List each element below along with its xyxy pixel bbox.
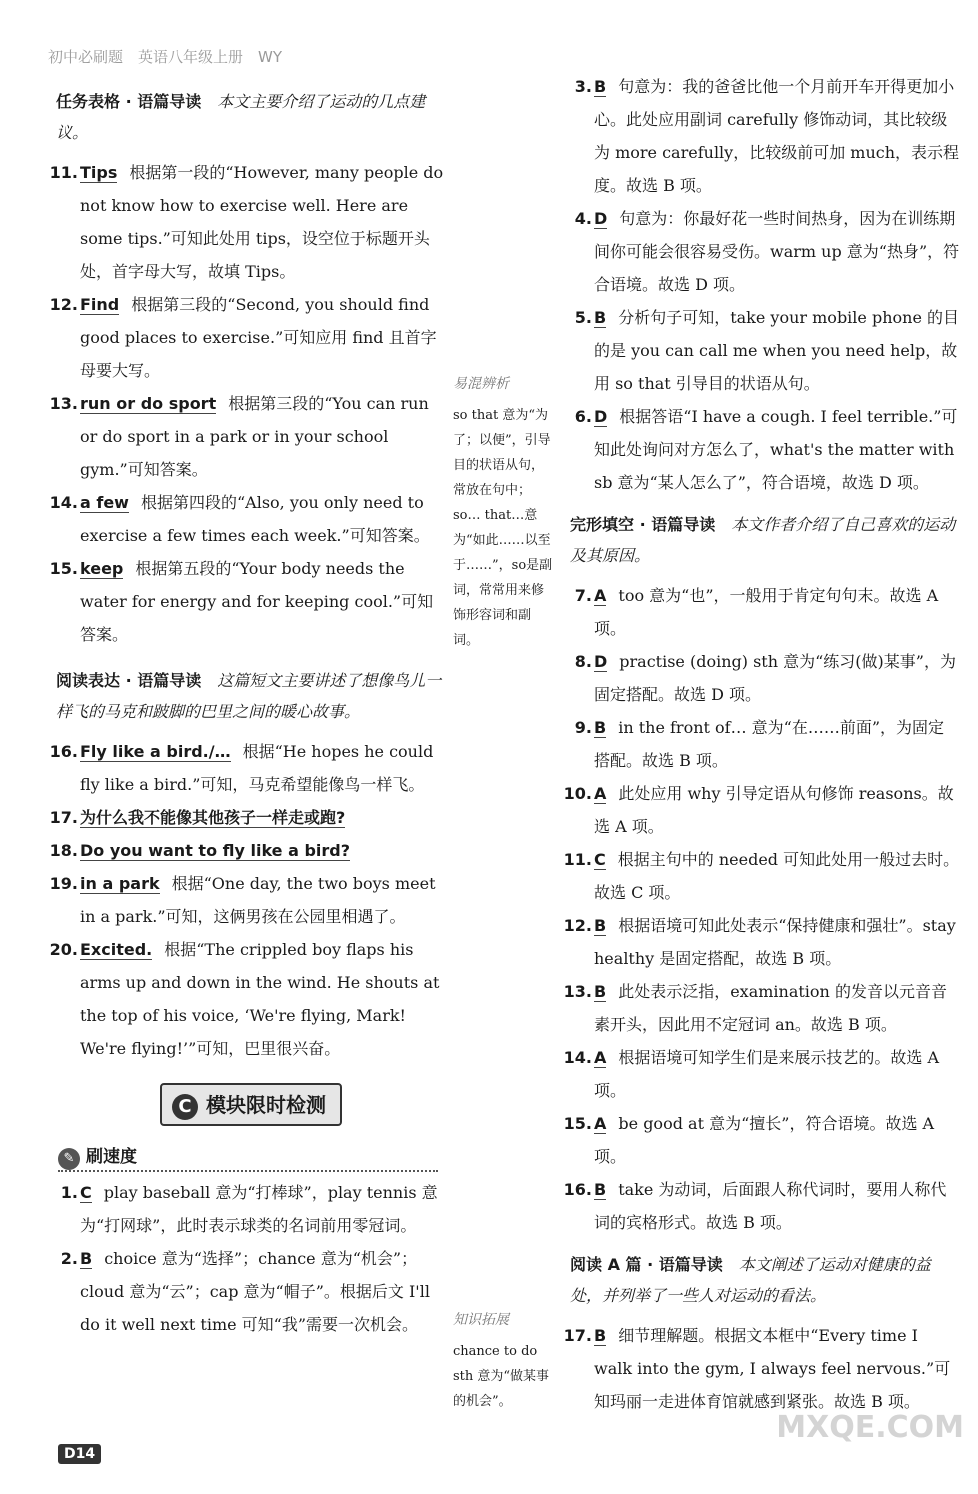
page-number: D14 bbox=[58, 1444, 101, 1464]
answer-item: 15. A be good at 意为“擅长”，符合语境。故选 A 项。 bbox=[563, 1114, 935, 1166]
answer-item: 4. D 句意为：你最好花一些时间热身，因为在训练期间你可能会很容易受伤。warm up 意为“热身”，符合语境。故选 D 项。 bbox=[574, 209, 960, 294]
answer-item: 7. A too 意为“也”，一般用于肯定句句末。故选 A 项。 bbox=[574, 586, 939, 638]
side-note: 易混辨析 so that 意为“为了；以便”，引导目的状语从句，常放在句中；so… that…意为“如此……以至于……”，so是副词，常常用来修饰形容词和副词。 bbox=[453, 372, 555, 653]
answer-item: 10. A 此处应用 why 引导定语从句修饰 reasons。故选 A 项。 bbox=[563, 784, 954, 836]
answer-item: 12. Find 根据第三段的“Second, you should find good places to exercise.”可知应用 find 且首字母要大写。 bbox=[49, 295, 437, 380]
module-c-icon: C bbox=[172, 1094, 198, 1120]
side-note-tag: 知识拓展 bbox=[453, 1312, 509, 1328]
answer-item: 14. A 根据语境可知学生们是来展示技艺的。故选 A 项。 bbox=[563, 1048, 940, 1100]
section-heading: 任务表格 · 语篇导读 本文主要介绍了运动的几点建议。 bbox=[56, 92, 426, 142]
watermark: MXQE.COM bbox=[776, 1410, 964, 1445]
answer-item: 17. B 细节理解题。根据文本框中“Every time I walk into the gym, I always feel nervous.”可知玛丽一走进体育馆就感到紧张。故选 B 项。 bbox=[563, 1326, 951, 1411]
answer-item: 12. B 根据语境可知此处表示“保持健康和强壮”。stay healthy 是固定搭配，故选 B 项。 bbox=[563, 916, 956, 968]
right-column bbox=[562, 70, 960, 1418]
side-note: 知识拓展 chance to do sth 意为“做某事的机会”。 bbox=[453, 1308, 555, 1414]
answer-item: 1. C play baseball 意为“打棒球”，play tennis 意为“打网球”，此时表示球类的名词前用零冠词。 bbox=[60, 1183, 438, 1235]
answer-item: 13. run or do sport 根据第三段的“You can run or do sport in a park or in your school gym.”可知答案。 bbox=[49, 394, 429, 479]
answer-item: 13. B 此处表示泛指，examination 的发音以元音音素开头，因此用不定冠词 an。故选 B 项。 bbox=[563, 982, 947, 1034]
answer-item: 19. in a park 根据“One day, the two boys meet in a park.”可知，这俩男孩在公园里相遇了。 bbox=[49, 874, 436, 926]
answer-item: 18. Do you want to fly like a bird? bbox=[49, 841, 351, 860]
section-heading: 完形填空 · 语篇导读 本文作者介绍了自己喜欢的运动及其原因。 bbox=[570, 515, 956, 565]
speed-heading: ✎ 刷速度 bbox=[58, 1142, 438, 1172]
answer-item: 11. C 根据主句中的 needed 可知此处用一般过去时。故选 C 项。 bbox=[563, 850, 960, 902]
answer-item: 6. D 根据答语“I have a cough. I feel terrible.”可知此处询问对方怎么了，what's the matter with sb 意为“某人怎么了”，符合语境，故选 D 项。 bbox=[574, 407, 958, 492]
section-heading: 阅读 A 篇 · 语篇导读 本文阐述了运动对健康的益处，并列举了一些人对运动的看法。 bbox=[570, 1255, 931, 1305]
answer-item: 3. B 句意为：我的爸爸比他一个月前开车开得更加小心。此处应用副词 carefully 修饰动词，其比较级为 more carefully，比较级前可加 much，表示程度。故选 B 项。 bbox=[574, 77, 960, 195]
answer-item: 14. a few 根据第四段的“Also, you only need to exercise a few times each week.”可知答案。 bbox=[49, 493, 430, 545]
page-header: 初中必刷题 英语八年级上册 WY bbox=[48, 48, 282, 66]
pencil-icon: ✎ bbox=[58, 1148, 80, 1170]
answer-item: 8. D practise (doing) sth 意为“练习(做)某事”，为固定搭配。故选 D 项。 bbox=[574, 652, 956, 704]
module-title: C 模块限时检测 bbox=[160, 1083, 342, 1126]
answer-item: 15. keep 根据第五段的“Your body needs the water for energy and for keeping cool.”可知答案。 bbox=[49, 559, 434, 644]
section-heading: 阅读表达 · 语篇导读 这篇短文主要讲述了想像鸟儿一样飞的马克和跛脚的巴里之间的暖心故事。 bbox=[56, 671, 442, 721]
answer-item: 16. B take 为动词，后面跟人称代词时，要用人称代词的宾格形式。故选 B 项。 bbox=[563, 1180, 947, 1232]
side-note-tag: 易混辨析 bbox=[453, 376, 509, 392]
answer-item: 9. B in the front of… 意为“在……前面”，为固定搭配。故选 B 项。 bbox=[574, 718, 945, 770]
answer-item: 5. B 分析句子可知，take your mobile phone 的目的是 you can call me when you need help，故用 so that 引导目的状语从句。 bbox=[574, 308, 960, 393]
answer-item: 11. Tips 根据第一段的“However, many people do not know how to exercise well. Here are some tips.”可知此处用 tips，设空位于标题开头处，首字母大写，故填 Tips。 bbox=[49, 163, 444, 281]
answer-item: 2. B choice 意为“选择”；chance 意为“机会”；cloud 意为“云”；cap 意为“帽子”。根据后文 I'll do it well next time 可知“我”需要一次机会。 bbox=[60, 1249, 430, 1334]
answer-item: 16. Fly like a bird./… 根据“He hopes he could fly like a bird.”可知，马克希望能像鸟一样飞。 bbox=[49, 742, 434, 794]
left-column bbox=[48, 84, 446, 1341]
answer-item: 20. Excited. 根据“The crippled boy flaps his arms up and down in the wind. He shouts at the top of his voice, ‘We're flying, Mark! We're flying!’”可知，巴里很兴奋。 bbox=[49, 940, 440, 1058]
answer-item: 17. 为什么我不能像其他孩子一样走或跑? bbox=[49, 808, 346, 827]
